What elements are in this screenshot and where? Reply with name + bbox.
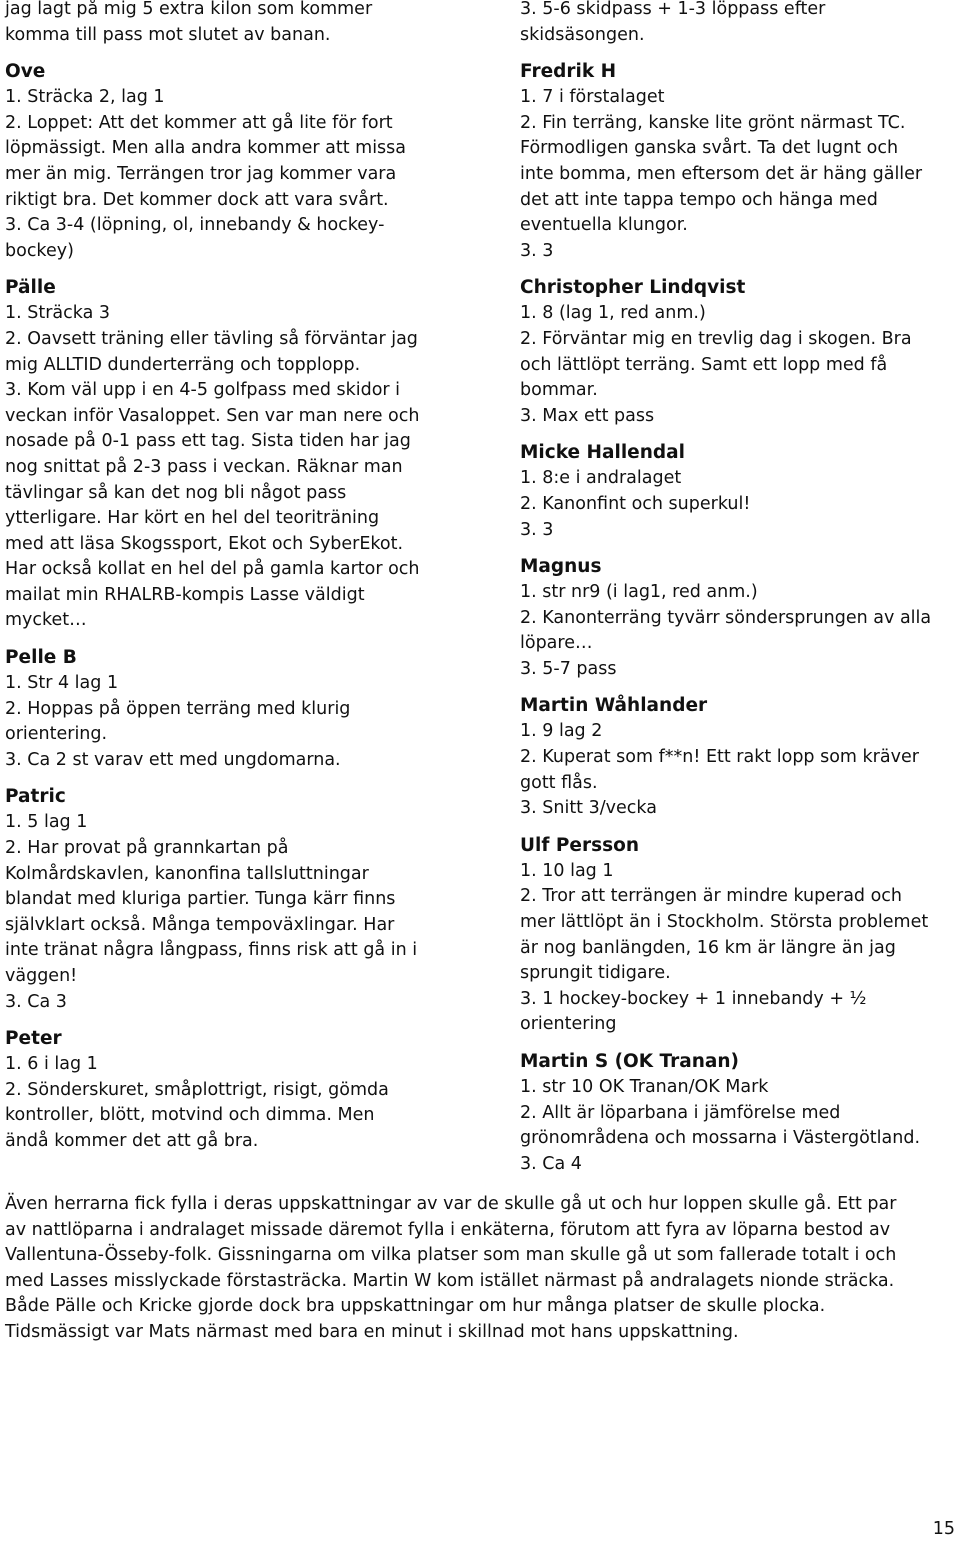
answer-line: 2. Tror att terrängen är mindre kuperad och <box>520 886 903 907</box>
answer-line: 1. Str 4 lag 1 <box>5 673 119 694</box>
answer-line: 3. Max ett pass <box>520 405 655 426</box>
respondent-entry <box>520 59 950 264</box>
answer-line: 2. Allt är löparbana i jämförelse med <box>520 1102 841 1123</box>
respondent-entry <box>520 275 950 429</box>
answer-line: sprungit tidigare. <box>520 963 671 984</box>
answer-line: 1. 10 lag 1 <box>520 860 614 881</box>
respondent-entry <box>5 1026 475 1154</box>
answer-line: eventuella klungor. <box>520 215 688 236</box>
answer-line: med att läsa Skogssport, Ekot och SyberEkot. <box>5 533 404 554</box>
answer-line: självklart också. Många tempoväxlingar. Har <box>5 914 395 935</box>
answer-line: Har också kollat en hel del på gamla kartor och <box>5 559 420 580</box>
respondent-entry <box>5 645 475 773</box>
respondent-name: Martin Wåhlander <box>520 695 708 717</box>
respondent-name: Martin S (OK Tranan) <box>520 1051 740 1072</box>
respondent-entry <box>5 784 475 1015</box>
respondent-name: Pälle <box>5 277 56 299</box>
answer-line: inte tränat några långpass, finns risk att gå in i <box>5 940 418 961</box>
answer-line: Förmodligen ganska svårt. Ta det lugnt och <box>520 138 899 159</box>
answer-line: 1. 8:e i andralaget <box>520 468 682 489</box>
answer-line: mig ALLTID dunderterräng och topplopp. <box>5 354 361 375</box>
footer-line: Både Pälle och Kricke gjorde dock bra uppskattningar om hur många platser de skulle plocka. <box>5 1296 826 1317</box>
answer-line: 3. Ca 2 st varav ett med ungdomarna. <box>5 749 341 770</box>
answer-line: orientering <box>520 1014 617 1035</box>
answer-line: 3. Ca 3-4 (löpning, ol, innebandy & hockey- <box>5 215 385 236</box>
right-column <box>520 0 950 1177</box>
answer-line: 2. Oavsett träning eller tävling så förväntar jag <box>5 328 418 349</box>
answer-line: mailat min RHALRB-kompis Lasse väldigt <box>5 584 365 605</box>
respondent-name: Pelle B <box>5 647 77 669</box>
answer-line: bockey) <box>5 240 74 261</box>
answer-line: mer lättlöpt än i Stockholm. Största problemet <box>520 912 929 933</box>
respondent-name: Christopher Lindqvist <box>520 277 746 299</box>
answer-line: 1. str nr9 (i lag1, red anm.) <box>520 582 758 603</box>
page-number: 15 <box>932 1519 955 1539</box>
answer-line: väggen! <box>5 966 78 986</box>
left-column <box>5 0 475 1155</box>
respondent-entry <box>5 59 475 264</box>
right-entries <box>520 59 950 1177</box>
answer-line: 1. 6 i lag 1 <box>5 1054 98 1075</box>
footer-line: av nattlöparna i andralaget missade däremot fylla i enkäterna, förutom att fyra av löparna bestod av <box>5 1219 891 1240</box>
answer-line: 2. Hoppas på öppen terräng med klurig <box>5 698 351 719</box>
respondent-entry <box>520 693 950 821</box>
answer-line: 2. Kanonfint och superkul! <box>520 493 751 514</box>
respondent-name: Micke Hallendal <box>520 442 685 464</box>
right-intro <box>520 0 950 48</box>
text-line: 3. 5-6 skidpass + 1-3 löppass efter <box>520 0 826 19</box>
left-intro <box>5 0 475 48</box>
answer-line: riktigt bra. Det kommer dock att vara svårt. <box>5 189 389 210</box>
respondent-entry <box>5 275 475 634</box>
answer-line: 3. Kom väl upp i en 4-5 golfpass med skidor i <box>5 380 401 401</box>
answer-line: ändå kommer det att gå bra. <box>5 1130 259 1151</box>
answer-line: 1. str 10 OK Tranan/OK Mark <box>520 1077 769 1097</box>
respondent-entry <box>520 554 950 682</box>
answer-line: 2. Förväntar mig en trevlig dag i skogen. Bra <box>520 328 912 349</box>
answer-line: 3. Ca 3 <box>5 991 67 1012</box>
answer-line: inte bomma, men eftersom det är häng gäller <box>520 163 923 184</box>
footer-paragraph <box>5 1192 950 1346</box>
respondent-entry <box>520 833 950 1038</box>
footer-line: Vallentuna-Össeby-folk. Gissningarna om vilka platser som man skulle gå ut som fallerade totalt i och <box>5 1245 897 1266</box>
answer-line: veckan inför Vasaloppet. Sen var man nere och <box>5 405 420 426</box>
respondent-name: Fredrik H <box>520 61 617 83</box>
answer-line: 2. Sönderskuret, småplottrigt, risigt, gömda <box>5 1079 389 1100</box>
answer-line: grönområdena och mossarna i Västergötland. <box>520 1128 921 1149</box>
respondent-name: Patric <box>5 786 66 808</box>
respondent-entry <box>520 440 950 543</box>
text-line: komma till pass mot slutet av banan. <box>5 24 331 45</box>
respondent-name: Peter <box>5 1028 62 1050</box>
answer-line: 3. 3 <box>520 519 554 540</box>
answer-line: orientering. <box>5 724 108 745</box>
answer-line: 3. Ca 4 <box>520 1153 582 1174</box>
answer-line: 2. Kanonterräng tyvärr söndersprungen av alla <box>520 607 932 628</box>
answer-line: är nog banlängden, 16 km är längre än jag <box>520 937 896 958</box>
answer-line: 1. 8 (lag 1, red anm.) <box>520 303 706 324</box>
left-entries <box>5 59 475 1154</box>
answer-line: 1. Sträcka 2, lag 1 <box>5 87 165 108</box>
answer-line: nosade på 0-1 pass ett tag. Sista tiden har jag <box>5 431 411 452</box>
text-line: jag lagt på mig 5 extra kilon som kommer <box>5 0 373 19</box>
answer-line: nog snittat på 2-3 pass i veckan. Räknar man <box>5 456 403 477</box>
text-line: skidsäsongen. <box>520 24 645 45</box>
answer-line: det att inte tappa tempo och hänga med <box>520 189 878 210</box>
answer-line: 1. 9 lag 2 <box>520 721 603 742</box>
answer-line: mer än mig. Terrängen tror jag kommer vara <box>5 163 397 184</box>
answer-line: 3. Snitt 3/vecka <box>520 798 657 819</box>
respondent-entry <box>520 1049 950 1177</box>
respondent-name: Ove <box>5 61 46 83</box>
footer-line: Tidsmässigt var Mats närmast med bara en minut i skillnad mot hans uppskattning. <box>5 1321 739 1342</box>
answer-line: blandat med kluriga partier. Tunga kärr finns <box>5 889 396 910</box>
answer-line: löpare… <box>520 633 593 654</box>
answer-line: 3. 3 <box>520 240 554 261</box>
answer-line: löpmässigt. Men alla andra kommer att missa <box>5 138 407 159</box>
answer-line: 1. 7 i förstalaget <box>520 87 665 108</box>
answer-line: och lättlöpt terräng. Samt ett lopp med få <box>520 354 888 375</box>
footer-line: Även herrarna fick fylla i deras uppskattningar av var de skulle gå ut och hur loppen skulle gå. Ett par <box>5 1194 897 1214</box>
answer-line: 3. 5-7 pass <box>520 658 617 679</box>
answer-line: 2. Loppet: Att det kommer att gå lite för fort <box>5 112 393 133</box>
footer-line: med Lasses misslyckade förstasträcka. Martin W kom istället närmast på andralagets nionde sträcka. <box>5 1270 895 1291</box>
respondent-name: Ulf Persson <box>520 834 639 856</box>
answer-line: mycket… <box>5 610 87 631</box>
answer-line: 1. Sträcka 3 <box>5 303 111 324</box>
answer-line: gott flås. <box>520 772 598 793</box>
answer-line: tävlingar så kan det nog bli något pass <box>5 482 347 503</box>
answer-line: kontroller, blött, motvind och dimma. Men <box>5 1105 375 1126</box>
answer-line: 3. 1 hockey-bockey + 1 innebandy + ½ <box>520 988 867 1009</box>
answer-line: ytterligare. Har kört en hel del teoriträning <box>5 508 380 529</box>
respondent-name: Magnus <box>520 556 602 578</box>
answer-line: 2. Fin terräng, kanske lite grönt närmast TC. <box>520 112 906 133</box>
answer-line: 2. Kuperat som f**n! Ett rakt lopp som kräver <box>520 747 919 768</box>
answer-line: bommar. <box>520 380 598 401</box>
answer-line: 1. 5 lag 1 <box>5 812 88 833</box>
answer-line: Kolmårdskavlen, kanonfina tallsluttningar <box>5 863 369 884</box>
answer-line: 2. Har provat på grannkartan på <box>5 838 289 859</box>
